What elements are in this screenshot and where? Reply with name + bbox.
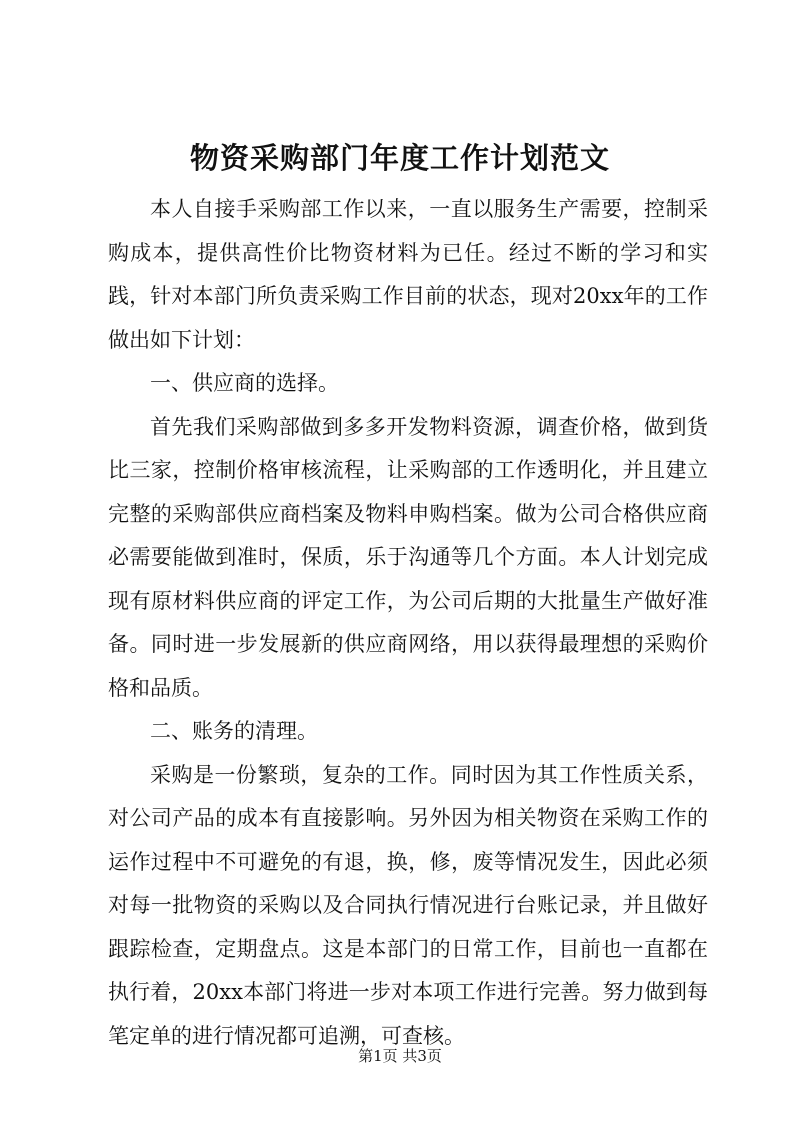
section-heading-accounts: 二、账务的清理。 xyxy=(150,719,318,743)
document-title: 物资采购部门年度工作计划范文 xyxy=(189,141,610,175)
document-body xyxy=(108,188,708,1058)
page-footer: 第1页 共3页 xyxy=(358,1047,442,1065)
paragraph-intro: 本人自接手采购部工作以来，一直以服务生产需要，控制采购成本，提供高性价比物资材料为已任。经过不断的学习和实践，针对本部门所负责采购工作目前的状态，现对20xx年的工作做出如下计划： xyxy=(108,197,708,352)
paragraph-supplier: 首先我们采购部做到多多开发物料资源，调查价格，做到货比三家，控制价格审核流程，让采购部的工作透明化，并且建立完整的采购部供应商档案及物料申购档案。做为公司合格供应商必需要能做到准时，保质，乐于沟通等几个方面。本人计划完成现有原材料供应商的评定工作，为公司后期的大批量生产做好准备。同时进一步发展新的供应商网络，用以获得最理想的采购价格和品质。 xyxy=(108,414,708,700)
section-heading-supplier: 一、供应商的选择。 xyxy=(150,371,339,395)
paragraph-accounts: 采购是一份繁琐，复杂的工作。同时因为其工作性质关系，对公司产品的成本有直接影响。另外因为相关物资在采购工作的运作过程中不可避免的有退，换，修，废等情况发生，因此必须对每一批物资的采购以及合同执行情况进行台账记录，并且做好跟踪检查，定期盘点。这是本部门的日常工作，目前也一直都在执行着，20xx本部门将进一步对本项工作进行完善。努力做到每笔定单的进行情况都可追溯，可查核。 xyxy=(108,762,708,1048)
